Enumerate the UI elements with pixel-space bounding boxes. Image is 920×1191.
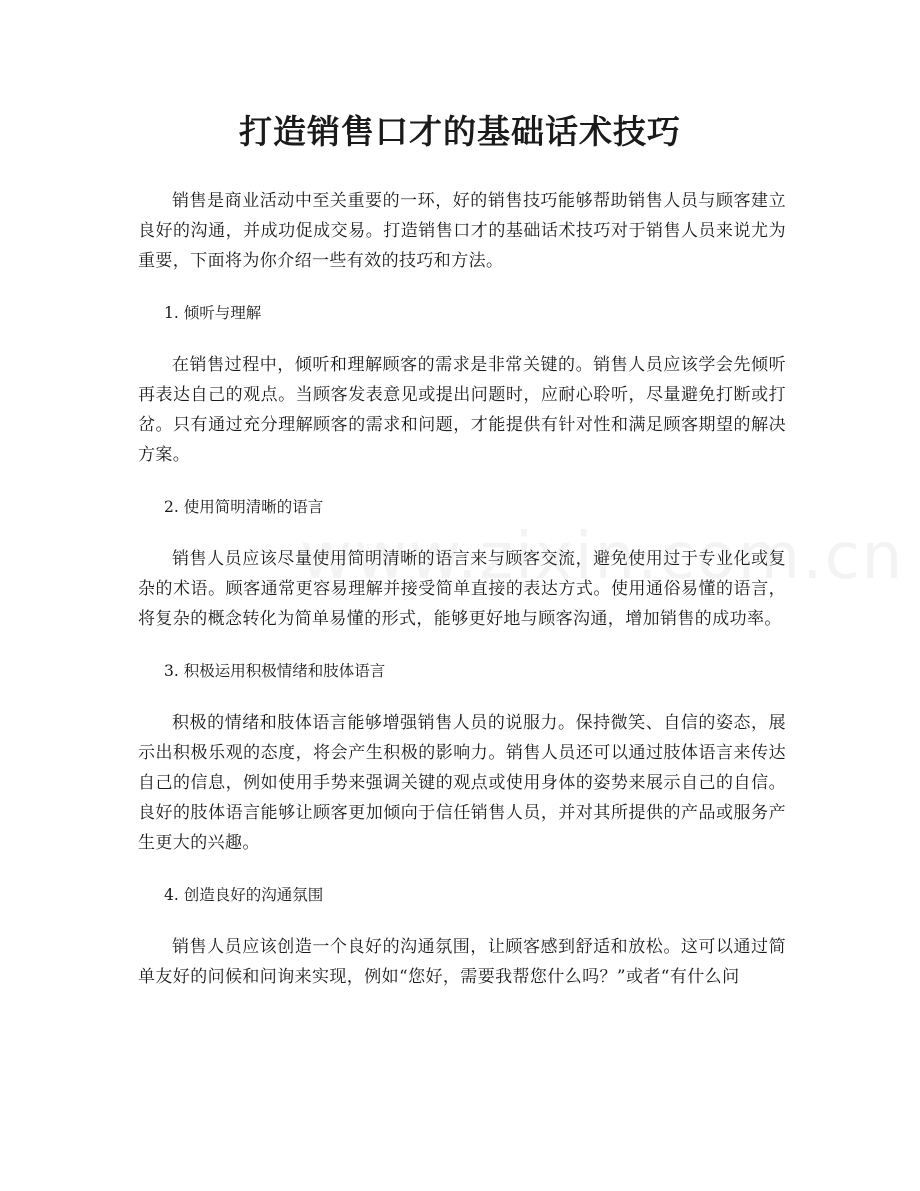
- document-body: [138, 186, 786, 1014]
- section-paragraph-4: 销售人员应该创造一个良好的沟通氛围，让顾客感到舒适和放松。这可以通过简单友好的问候和问询来实现，例如“您好，需要我帮您什么吗？”或者“有什么问: [138, 937, 786, 987]
- document-title: 打造销售口才的基础话术技巧: [239, 112, 681, 151]
- section-heading-3: 3. 积极运用积极情绪和肢体语言: [164, 662, 386, 680]
- section-paragraph-3: 积极的情绪和肢体语言能够增强销售人员的说服力。保持微笑、自信的姿态，展示出积极乐观的态度，将会产生积极的影响力。销售人员还可以通过肢体语言来传达自己的信息，例如使用手势来强调关键的观点或使用身体的姿势来展示自己的自信。良好的肢体语言能够让顾客更加倾向于信任销售人员，并对其所提供的产品或服务产生更大的兴趣。: [138, 713, 786, 853]
- section-heading-2: 2. 使用简明清晰的语言: [164, 498, 324, 516]
- section-heading-1: 1. 倾听与理解: [164, 304, 262, 322]
- section-paragraph-2: 销售人员应该尽量使用简明清晰的语言来与顾客交流，避免使用过于专业化或复杂的术语。顾客通常更容易理解并接受简单直接的表达方式。使用通俗易懂的语言，将复杂的概念转化为简单易懂的形式，能够更好地与顾客沟通，增加销售的成功率。: [138, 549, 786, 629]
- section-paragraph-1: 在销售过程中，倾听和理解顾客的需求是非常关键的。销售人员应该学会先倾听再表达自己的观点。当顾客发表意见或提出问题时，应耐心聆听，尽量避免打断或打岔。只有通过充分理解顾客的需求和问题，才能提供有针对性和满足顾客期望的解决方案。: [138, 355, 786, 465]
- intro-paragraph: 销售是商业活动中至关重要的一环，好的销售技巧能够帮助销售人员与顾客建立良好的沟通，并成功促成交易。打造销售口才的基础话术技巧对于销售人员来说尤为重要，下面将为你介绍一些有效的技巧和方法。: [138, 191, 786, 271]
- section-heading-4: 4. 创造良好的沟通氛围: [164, 886, 324, 904]
